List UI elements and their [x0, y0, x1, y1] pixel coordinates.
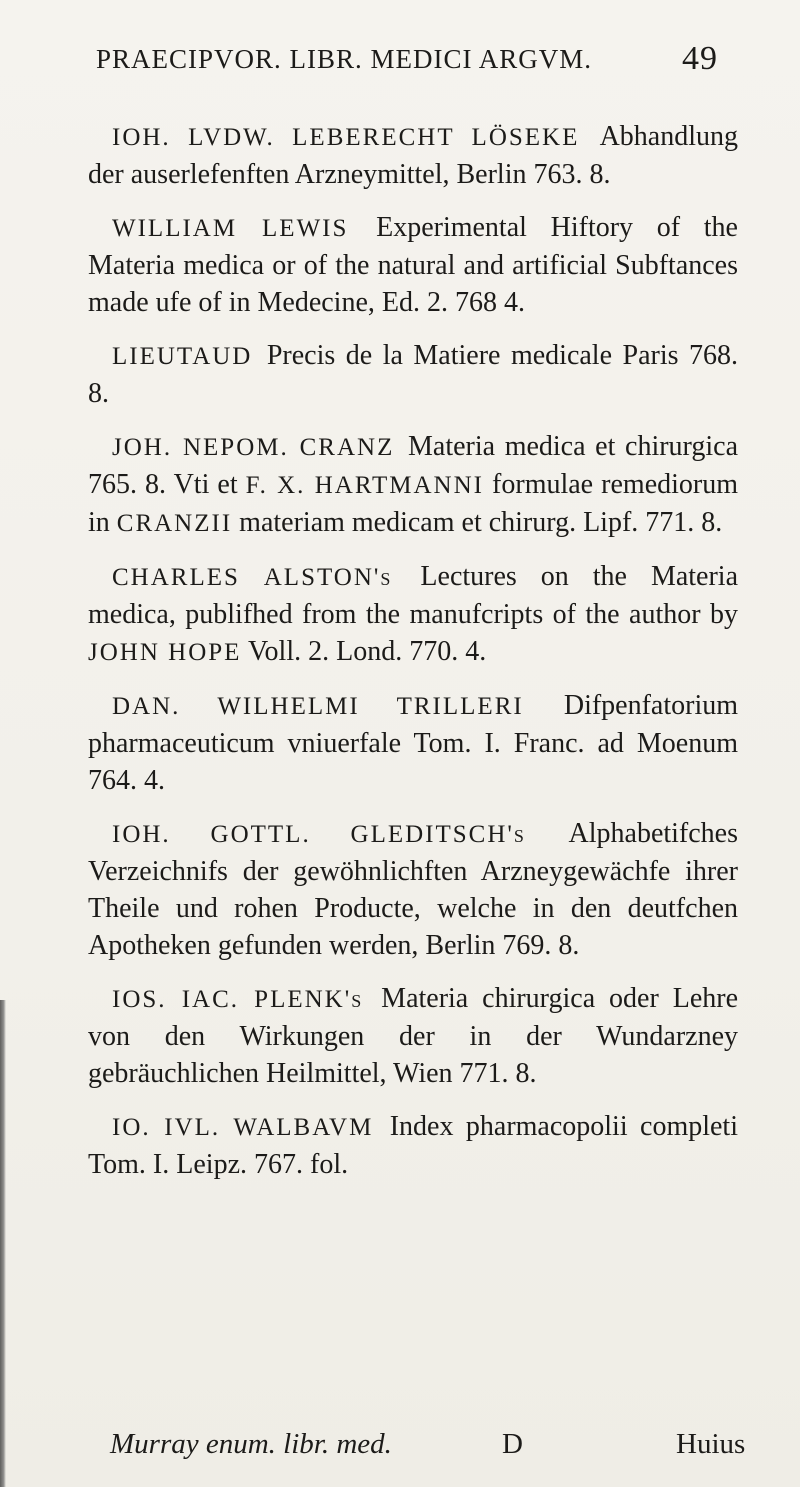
running-title: PRAECIPVOR. LIBR. MEDICI ARGVM. [96, 44, 593, 74]
entry-text: Precis de la Matiere medicale Paris 768. 8. [88, 340, 738, 409]
entry-author: WILLIAM LEWIS [112, 215, 349, 242]
entry-inline-name: F. X. HARTMANNI [245, 472, 484, 499]
bibliography-entry [88, 687, 738, 799]
entry-author: CHARLES ALSTON's [112, 564, 393, 591]
entry-text: Index pharmacopolii completi Tom. I. Leipz. 767. fol. [88, 1111, 738, 1180]
entry-inline-name: CRANZII [116, 510, 233, 537]
bibliography-entry [88, 980, 738, 1092]
entry-text: Abhandlung der auserlefenften Arzneymittel, Berlin 763. 8. [88, 121, 738, 190]
bibliography-entry [88, 1108, 738, 1183]
bibliography-entry [88, 815, 738, 964]
entry-author: IOH. GOTTL. GLEDITSCH's [112, 821, 526, 848]
entry-text: Voll. 2. Lond. 770. 4. [247, 636, 487, 667]
entry-text: Experimental Hiftory of the Materia medica or of the natural and artificial Subftances made ufe of in Medecine, Ed. 2. 768 4. [88, 212, 738, 318]
entry-author: LIEUTAUD [112, 343, 253, 370]
bibliography-entry [88, 428, 738, 542]
page-edge-shadow [0, 1000, 6, 1487]
entry-text: formulae remediorum in [88, 469, 738, 538]
signature-mark: D [502, 1428, 523, 1460]
catchword: Huius [676, 1428, 746, 1460]
page-number: 49 [682, 40, 718, 77]
bibliography-entry [88, 209, 738, 321]
entry-text: Materia medica et chirurgica 765. 8. Vti et [88, 431, 738, 500]
entry-text: Lectures on the Materia medica, publifhed from the manufcripts of the author by [88, 561, 739, 630]
entry-author: IOS. IAC. PLENK's [112, 986, 364, 1013]
entry-text: Alphabetifches Verzeichnifs der gewöhnlichften Arzneygewächfe ihrer Theile und rohen Producte, welche in den deutfchen Apotheken gefunden werden, Berlin 769. 8. [88, 818, 739, 961]
entry-author: DAN. WILHELMI TRILLERI [112, 693, 524, 720]
entry-author: JOH. NEPOM. CRANZ [112, 434, 395, 461]
entry-inline-name: JOHN HOPE [88, 639, 242, 666]
bibliography-entry [88, 337, 738, 412]
bibliography-entry [88, 118, 738, 193]
entry-text: Difpenfatorium pharmaceuticum vniuerfale Tom. I. Franc. ad Moenum 764. 4. [88, 690, 739, 796]
entry-text: materiam medicam et chirurg. Lipf. 771. 8. [239, 507, 723, 538]
bibliography-entry [88, 558, 738, 671]
bibliography-list [88, 118, 738, 1199]
entry-author: IOH. LVDW. LEBERECHT LÖSEKE [112, 124, 580, 151]
entry-author: IO. IVL. WALBAVM [112, 1114, 374, 1141]
signature-note: Murray enum. libr. med. [110, 1428, 392, 1460]
entry-text: Materia chirurgica oder Lehre von den Wirkungen der in der Wundarzney gebräuchlichen Heilmittel, Wien 771. 8. [88, 983, 738, 1089]
